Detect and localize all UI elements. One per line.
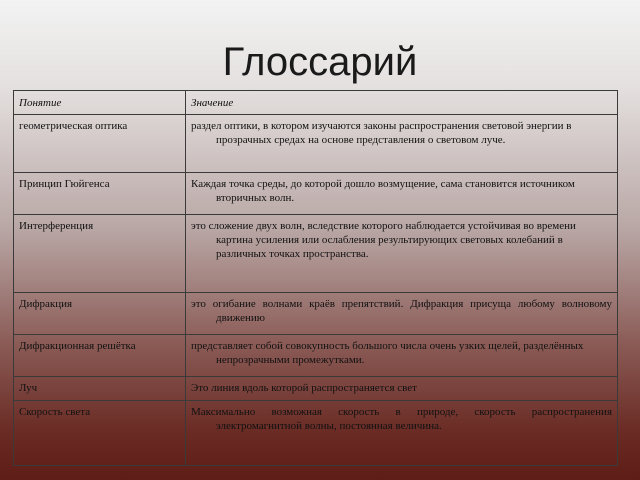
- term-cell: Принцип Гюйгенса: [14, 173, 186, 215]
- term-cell: Дифракция: [14, 293, 186, 335]
- table-row: [14, 401, 618, 466]
- definition-cell: Это линия вдоль которой распространяется свет: [186, 377, 618, 401]
- term-cell: Дифракционная решётка: [14, 335, 186, 377]
- definition-cell: раздел оптики, в котором изучаются законы распространения световой энергии в прозрачных средах на основе представления о световом луче.: [186, 115, 618, 173]
- table-row: [14, 173, 618, 215]
- term-cell: геометрическая оптика: [14, 115, 186, 173]
- glossary-table: [13, 90, 618, 466]
- table-row: [14, 377, 618, 401]
- definition-cell: Максимально возможная скорость в природе, скорость распространения электромагнитной волны, постоянная величина.: [186, 401, 618, 466]
- table-header-row: [14, 91, 618, 115]
- definition-cell: представляет собой совокупность большого числа очень узких щелей, разделённых непрозрачными промежутками.: [186, 335, 618, 377]
- definition-cell: это огибание волнами краёв препятствий. Дифракция присуща любому волновому движению: [186, 293, 618, 335]
- table-row: [14, 115, 618, 173]
- table-row: [14, 293, 618, 335]
- definition-cell: Каждая точка среды, до которой дошло возмущение, сама становится источником вторичных волн.: [186, 173, 618, 215]
- term-cell: Луч: [14, 377, 186, 401]
- slide-title: Глоссарий: [222, 40, 418, 84]
- term-cell: Скорость света: [14, 401, 186, 466]
- header-term: Понятие: [14, 91, 186, 115]
- term-cell: Интерференция: [14, 215, 186, 293]
- definition-cell: это сложение двух волн, вследствие которого наблюдается устойчивая во времени картина усиления или ослабления результирующих световых колебаний в различных точках пространства.: [186, 215, 618, 293]
- table-row: [14, 215, 618, 293]
- header-meaning: Значение: [186, 91, 618, 115]
- table-row: [14, 335, 618, 377]
